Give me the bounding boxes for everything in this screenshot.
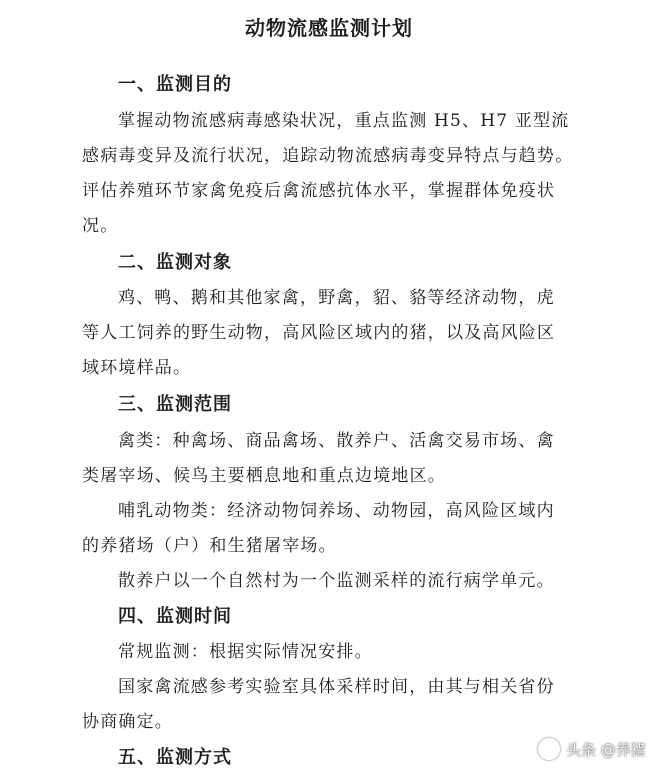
paragraph-line: 等人工饲养的野生动物，高风险区域内的猪，以及高风险区 — [82, 323, 556, 343]
section-heading-method: 五、监测方式 — [118, 747, 232, 768]
paragraph-line: 散养户以一个自然村为一个监测采样的流行病学单元。 — [118, 571, 555, 591]
paragraph-line: 的养猪场（户）和生猪屠宰场。 — [82, 536, 337, 556]
section-heading-purpose: 一、监测目的 — [118, 74, 232, 95]
paragraph-line: 协商确定。 — [82, 712, 173, 732]
paragraph-line: 评估养殖环节家禽免疫后禽流感抗体水平，掌握群体免疫状 — [82, 181, 556, 201]
section-heading-scope: 三、监测范围 — [118, 394, 232, 415]
paragraph-line: 类屠宰场、候鸟主要栖息地和重点边境地区。 — [82, 466, 446, 486]
document-title: 动物流感监测计划 — [245, 16, 413, 40]
paragraph-line: 掌握动物流感病毒感染状况，重点监测 H5、H7 亚型流 — [118, 111, 570, 131]
section-heading-time: 四、监测时间 — [118, 606, 232, 627]
paragraph-line: 鸡、鸭、鹅和其他家禽，野禽，貂、貉等经济动物，虎 — [118, 288, 555, 308]
paragraph-line: 感病毒变异及流行状况，追踪动物流感病毒变异特点与趋势。 — [82, 146, 574, 166]
paragraph-line: 常规监测：根据实际情况安排。 — [118, 642, 373, 662]
watermark — [538, 738, 646, 760]
paragraph-line: 国家禽流感参考实验室具体采样时间，由其与相关省份 — [118, 677, 555, 697]
paragraph-line: 况。 — [82, 216, 119, 236]
paragraph-line: 禽类：种禽场、商品禽场、散养户、活禽交易市场、禽 — [118, 431, 555, 451]
watermark-text: 头条 @养猪 — [566, 740, 646, 759]
paragraph-line: 域环境样品。 — [82, 358, 192, 378]
section-heading-targets: 二、监测对象 — [118, 252, 232, 273]
watermark-logo-icon — [538, 738, 560, 760]
paragraph-line: 哺乳动物类：经济动物饲养场、动物园，高风险区域内 — [118, 501, 555, 521]
